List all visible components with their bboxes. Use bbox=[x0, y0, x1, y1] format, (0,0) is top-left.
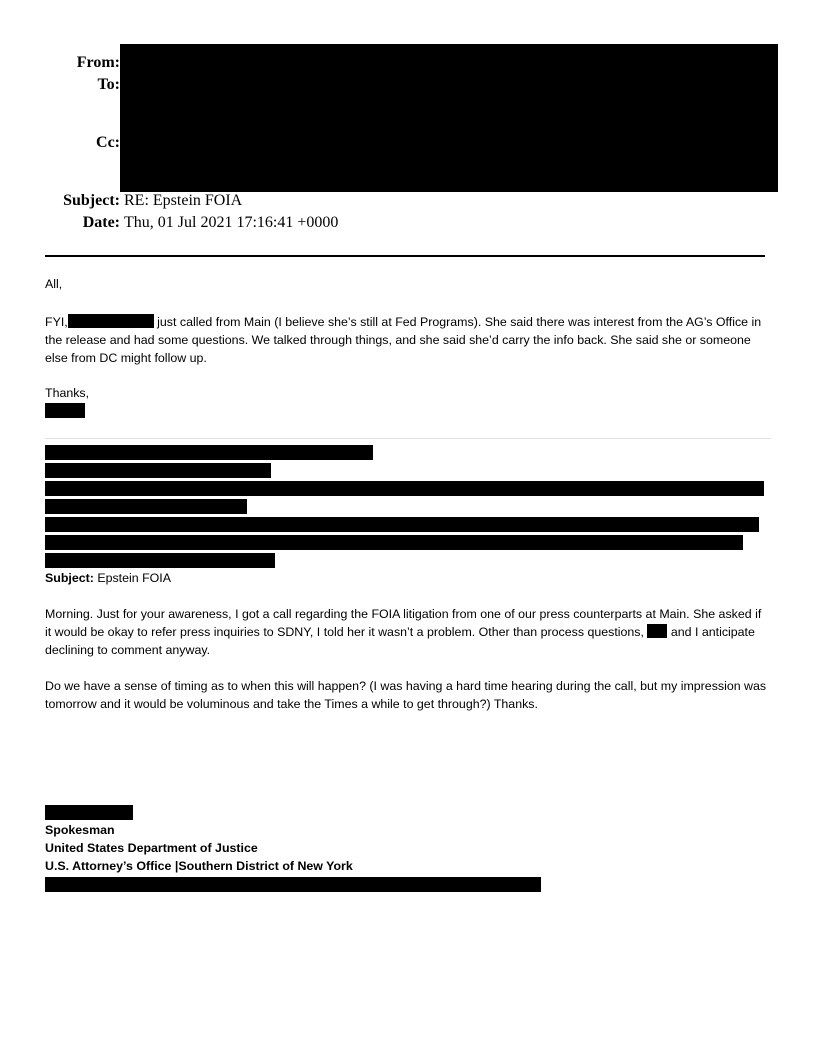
original-para1-end: and I anticipate declining to comment anyway. bbox=[45, 625, 755, 657]
header-redaction bbox=[120, 44, 778, 192]
signature-office: U.S. Attorney’s Office |Southern District of New York bbox=[45, 859, 353, 873]
quoted-subject-value: Epstein FOIA bbox=[93, 571, 172, 585]
original-paragraph-1 bbox=[45, 605, 767, 659]
reply-para-rest: just called from Main (I believe she’s still at Fed Programs). She said there was interest from the AG’s Office in the release and had some questions. We talked through things, and she said she’d carry the info back. She said she or someone else from DC might follow up. bbox=[45, 315, 762, 365]
signature-name-redaction bbox=[45, 805, 133, 820]
subject-label: Subject: bbox=[63, 192, 120, 209]
quoted-header-redaction-7 bbox=[45, 553, 275, 568]
to-label: To: bbox=[97, 76, 120, 93]
subject-value: RE: Epstein FOIA bbox=[124, 192, 243, 209]
signature-title: Spokesman bbox=[45, 823, 115, 837]
original-para1-text: Morning. Just for your awareness, I got a call regarding the FOIA litigation from one of our press counterparts at Main. She asked if it would be okay to refer press inquiries to SDNY, I told her it wasn’t a problem. Other than process questions, bbox=[45, 607, 762, 639]
date-value: Thu, 01 Jul 2021 17:16:41 +0000 bbox=[124, 214, 339, 231]
signature-contact-redaction bbox=[45, 877, 541, 892]
header-divider bbox=[45, 255, 765, 257]
quoted-header-redaction-5 bbox=[45, 517, 759, 532]
quoted-header-redaction-6 bbox=[45, 535, 743, 550]
quoted-header-redaction-2 bbox=[45, 463, 271, 478]
name-redaction bbox=[68, 314, 154, 328]
cc-label: Cc: bbox=[96, 134, 120, 151]
quote-divider bbox=[45, 438, 771, 439]
quoted-header-redaction-1 bbox=[45, 445, 373, 460]
closing: Thanks, bbox=[45, 386, 90, 400]
sender-redaction bbox=[45, 403, 85, 418]
date-label: Date: bbox=[82, 214, 120, 231]
quoted-subject-label: Subject: bbox=[45, 571, 94, 585]
quoted-header-redaction-3 bbox=[45, 481, 764, 496]
reply-paragraph bbox=[45, 313, 767, 367]
quoted-header-redaction-4 bbox=[45, 499, 247, 514]
colleague-redaction bbox=[647, 624, 667, 638]
greeting: All, bbox=[45, 277, 63, 291]
reply-para-start: FYI, bbox=[45, 315, 68, 329]
quoted-subject bbox=[45, 569, 767, 587]
original-paragraph-2: Do we have a sense of timing as to when this will happen? (I was having a hard time hearing during the call, but my impression was tomorrow and it would be voluminous and take the Times a while to get through?) Thanks. bbox=[45, 679, 767, 711]
signature-department: United States Department of Justice bbox=[45, 841, 258, 855]
from-label: From: bbox=[76, 54, 120, 71]
